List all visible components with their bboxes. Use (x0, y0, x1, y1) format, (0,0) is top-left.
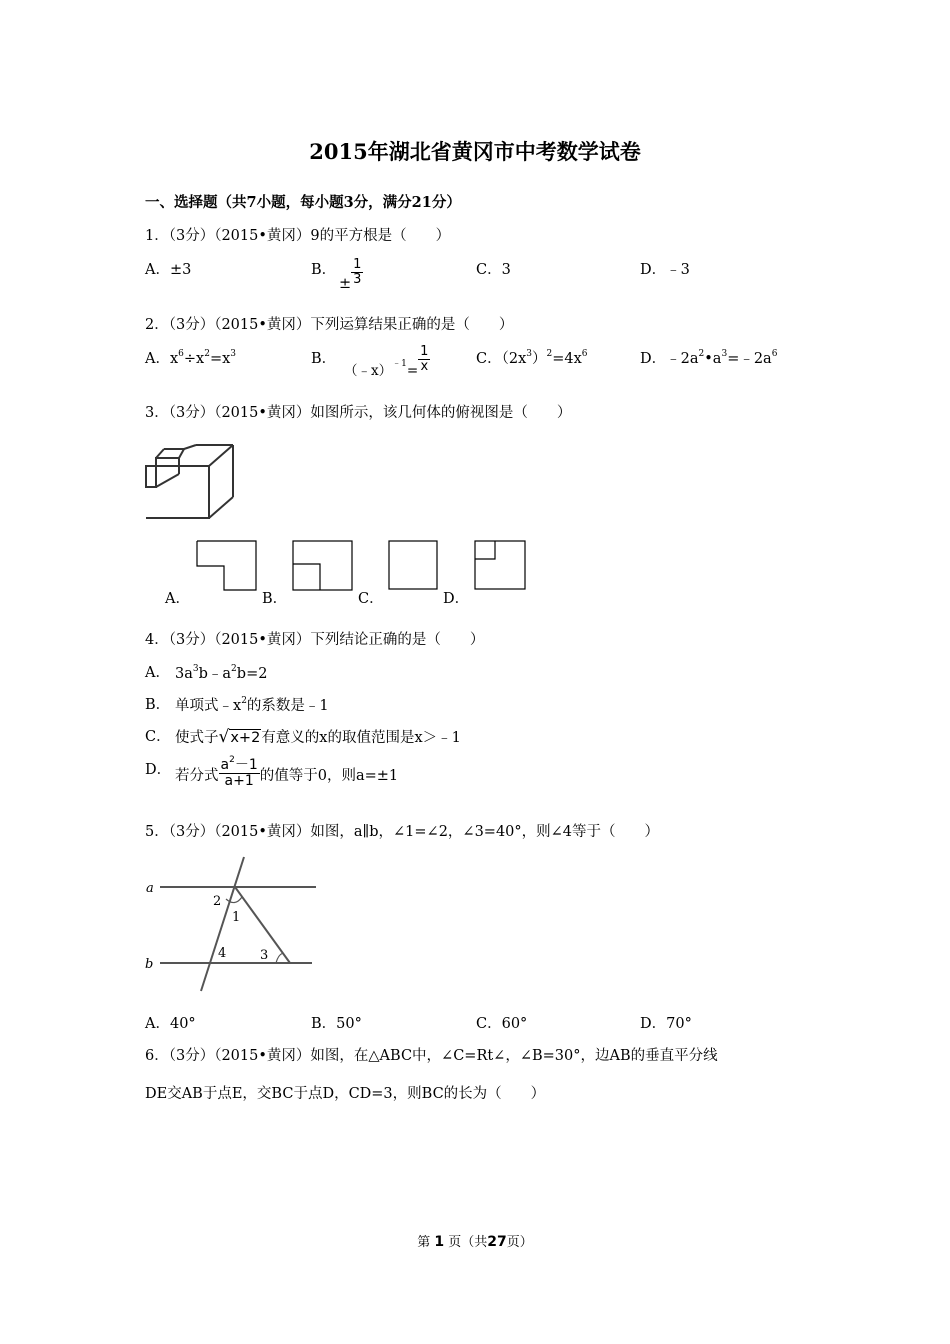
q2-option-b (344, 344, 430, 379)
q3-option-a-label: A． (165, 591, 190, 607)
footer-prefix: 第 (417, 1235, 431, 1250)
q2-option-d: D．$﹣2a^2•a^3=﹣2a^6$ (640, 349, 778, 367)
question-3-stem: 3．（3分）（2015•黄冈）如图所示，该几何体的俯视图是（ ） (145, 405, 572, 421)
q2-b-exponent: ﹣1 (392, 358, 407, 369)
q1-option-c: C．3 (476, 262, 511, 278)
q3-option-b-label: B． (262, 591, 288, 607)
question-2-stem: 2．（3分）（2015•黄冈）下列运算结果正确的是（ ） (145, 317, 514, 333)
q3-option-a-figure (196, 540, 258, 592)
q2-b-base: （﹣x） (344, 362, 393, 379)
q4-c-prefix: 使式子 (175, 730, 219, 746)
q4-d-num-base: a (220, 757, 230, 773)
q2-option-b-label: B． (311, 351, 337, 367)
q4-option-a: $3a^3b﹣a^2b=2$ (175, 664, 268, 682)
q2-b-equals: = (406, 362, 419, 379)
q1-b-fraction (351, 258, 363, 286)
q3-option-c-figure (388, 540, 440, 592)
q4-option-b: 单项式$﹣x^2$的系数是﹣1 (175, 696, 329, 714)
q5-parallel-lines-figure (140, 855, 325, 995)
angle-4-label: 4 (218, 946, 227, 961)
q4-c-radicand: x+2 (230, 730, 261, 746)
q4-option-a-label: A． (145, 665, 170, 681)
q5-option-c: C．60° (476, 1016, 528, 1032)
angle-3-label: 3 (260, 948, 269, 963)
q3-option-b-figure (292, 540, 354, 592)
q3-solid-figure (140, 440, 240, 522)
q4-d-num-exponent: 2 (229, 755, 235, 765)
q4-c-sqrt (219, 727, 262, 747)
q4-option-d-label: D． (145, 762, 172, 778)
q1-option-b (311, 258, 336, 279)
q1-option-a: A．±3 (145, 262, 192, 278)
q5-option-b: B．50° (311, 1016, 362, 1032)
angle-1-label: 1 (232, 910, 241, 925)
q4-d-numerator (219, 755, 260, 774)
q4-option-b-label: B． (145, 697, 171, 713)
q4-d-suffix: 的值等于0，则a=±1 (259, 768, 399, 785)
section-heading: 一、选择题（共7小题，每小题3分，满分21分） (145, 194, 461, 211)
q2-option-a-label: A． (145, 351, 170, 367)
q2-b-denominator: x (420, 358, 429, 374)
question-5-stem: 5．（3分）（2015•黄冈）如图，a∥b，∠1=∠2，∠3=40°，则∠4等于（ ） (145, 824, 660, 840)
footer-suffix: 页） (506, 1235, 533, 1250)
page-number: 1 (434, 1234, 445, 1250)
angle-2-label: 2 (213, 894, 222, 909)
q4-d-fraction (219, 755, 260, 789)
q1-b-plusminus: ± (339, 276, 352, 293)
q2-option-a: A．$x^6\div x^2=x^3$ (145, 349, 237, 367)
question-6-stem-line1: 6．（3分）（2015•黄冈）如图，在△ABC中，∠C=Rt∠，∠B=30°，边AB的垂直平分线 (145, 1048, 718, 1064)
q5-option-a: A．40° (145, 1016, 196, 1032)
q1-option-b-value (339, 257, 363, 293)
footer-middle: 页（共 (448, 1235, 488, 1250)
page-footer (0, 1231, 950, 1250)
q4-d-num-rest: －1 (234, 757, 258, 773)
q4-d-denominator: a+1 (224, 772, 254, 789)
q1-b-numerator: 1 (353, 257, 362, 272)
q4-option-c (175, 726, 461, 747)
q2-option-c: C．$(2x^3)^2=4x^6$ (476, 349, 588, 367)
total-pages: 27 (487, 1234, 507, 1250)
q4-c-suffix: 有意义的x的取值范围是x＞﹣1 (261, 730, 461, 746)
q3-option-d-label: D． (443, 591, 470, 607)
q5-option-d: D．70° (640, 1016, 692, 1032)
q4-option-d (175, 755, 399, 789)
q4-d-prefix: 若分式 (175, 768, 219, 785)
question-4-stem: 4．（3分）（2015•黄冈）下列结论正确的是（ ） (145, 632, 485, 648)
q1-option-d: D．﹣3 (640, 262, 690, 278)
sqrt-icon: √ (218, 727, 230, 747)
label-a: a (146, 881, 154, 896)
page-title: 2015年湖北省黄冈市中考数学试卷 (309, 139, 641, 164)
q2-b-fraction (418, 345, 430, 373)
q3-option-c-label: C． (358, 591, 384, 607)
q3-option-d-figure (474, 540, 528, 592)
q4-option-c-label: C． (145, 729, 171, 745)
question-6-stem-line2: DE交AB于点E，交BC于点D，CD=3，则BC的长为（ ） (145, 1086, 546, 1102)
q1-b-denominator: 3 (353, 271, 362, 287)
q2-option-d-label: D． (640, 351, 667, 367)
q2-b-numerator: 1 (420, 344, 429, 359)
q2-option-c-label: C． (476, 351, 502, 367)
question-1-stem: 1．（3分）（2015•黄冈）9的平方根是（ ） (145, 228, 451, 244)
label-b: b (145, 957, 154, 972)
q1-option-b-label: B． (311, 262, 337, 278)
